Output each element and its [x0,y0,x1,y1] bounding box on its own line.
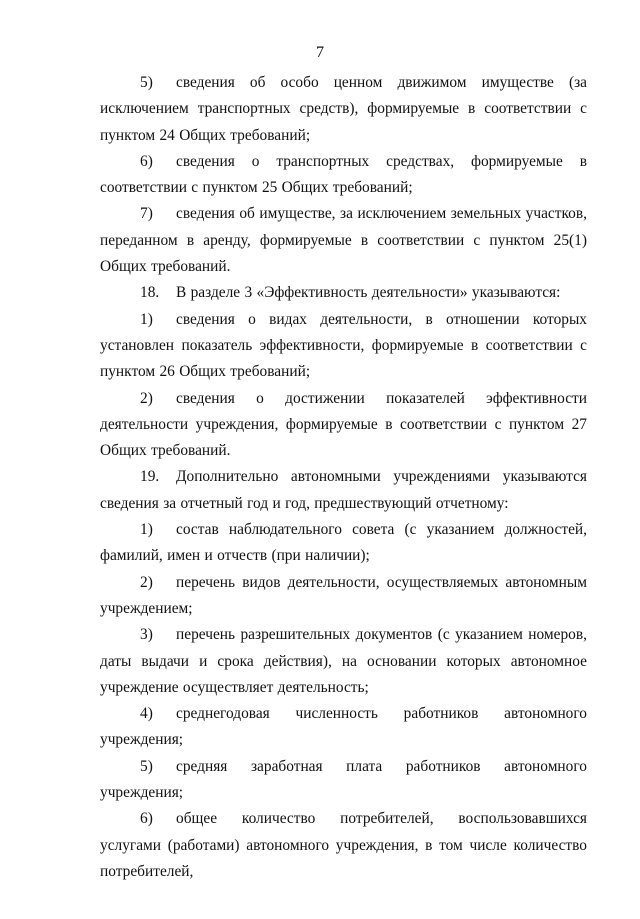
item-number: 2) [140,573,153,591]
paragraph-text: сведения о видах деятельности, в отношении которых установлен показатель эффективности, формируемые в соответствии с пунктом 26 Общих требований; [100,310,587,381]
paragraph-text: сведения о достижении показателей эффективности деятельности учреждения, формируемые в соответствии с пунктом 27 Общих требований. [100,389,587,460]
clause-number: 19. [140,468,160,486]
paragraph-item-1-activities [100,307,587,386]
paragraph-item-6-vehicles [100,149,587,202]
paragraph-clause-19 [100,464,587,517]
item-number: 6) [140,152,153,170]
item-number: 2) [140,389,153,407]
paragraph-item-2-indicators [100,386,587,465]
paragraph-item-6-consumers [100,806,587,885]
paragraph-text: Дополнительно автономными учреждениями указываются сведения за отчетный год и год, предшествующий отчетному: [100,468,587,512]
paragraph-text: В разделе 3 «Эффективность деятельности» указываются: [176,284,561,302]
paragraph-text: общее количество потребителей, воспользовавшихся услугами (работами) автономного учреждения, в том числе количество потребителей, [100,810,587,880]
paragraph-text: перечень разрешительных документов (с указанием номеров, даты выдачи и срока действия), на основании которых автономное учреждение осуществляет деятельность; [100,626,587,696]
paragraph-item-2-activity-list [100,570,587,623]
paragraph-text: среднегодовая численность работников автономного учреждения; [100,705,587,749]
item-number: 5) [140,757,153,775]
page-number: 7 [316,44,324,61]
paragraph-item-3-permits [100,622,587,701]
item-number: 1) [140,521,153,539]
paragraph-text: сведения об имуществе, за исключением земельных участков, переданном в аренду, формируемые в соответствии с пунктом 25(1) Общих требований. [100,205,587,276]
paragraph-item-5-salary [100,754,587,807]
item-number: 5) [140,74,153,91]
paragraph-text: перечень видов деятельности, осуществляемых автономным учреждением; [100,573,587,617]
paragraph-text: сведения об особо ценном движимом имуществе (за исключением транспортных средств), формируемые в соответствии с пунктом 24 Общих требований; [100,74,587,144]
clause-number: 18. [140,284,160,302]
paragraph-item-7-lease [100,201,587,280]
item-number: 4) [140,705,153,723]
document-body [100,70,587,885]
paragraph-item-1-board [100,517,587,570]
paragraph-text: сведения о транспортных средствах, формируемые в соответствии с пунктом 25 Общих требований; [100,152,587,197]
item-number: 6) [140,810,153,828]
item-number: 3) [140,626,153,644]
paragraph-text: состав наблюдательного совета (с указанием должностей, фамилий, имен и отчеств (при наличии); [100,521,587,565]
paragraph-item-5-property [100,70,587,149]
paragraph-text: средняя заработная плата работников автономного учреждения; [100,757,587,802]
item-number: 7) [140,205,153,223]
paragraph-clause-18 [100,280,587,306]
item-number: 1) [140,310,153,328]
paragraph-item-4-headcount [100,701,587,754]
